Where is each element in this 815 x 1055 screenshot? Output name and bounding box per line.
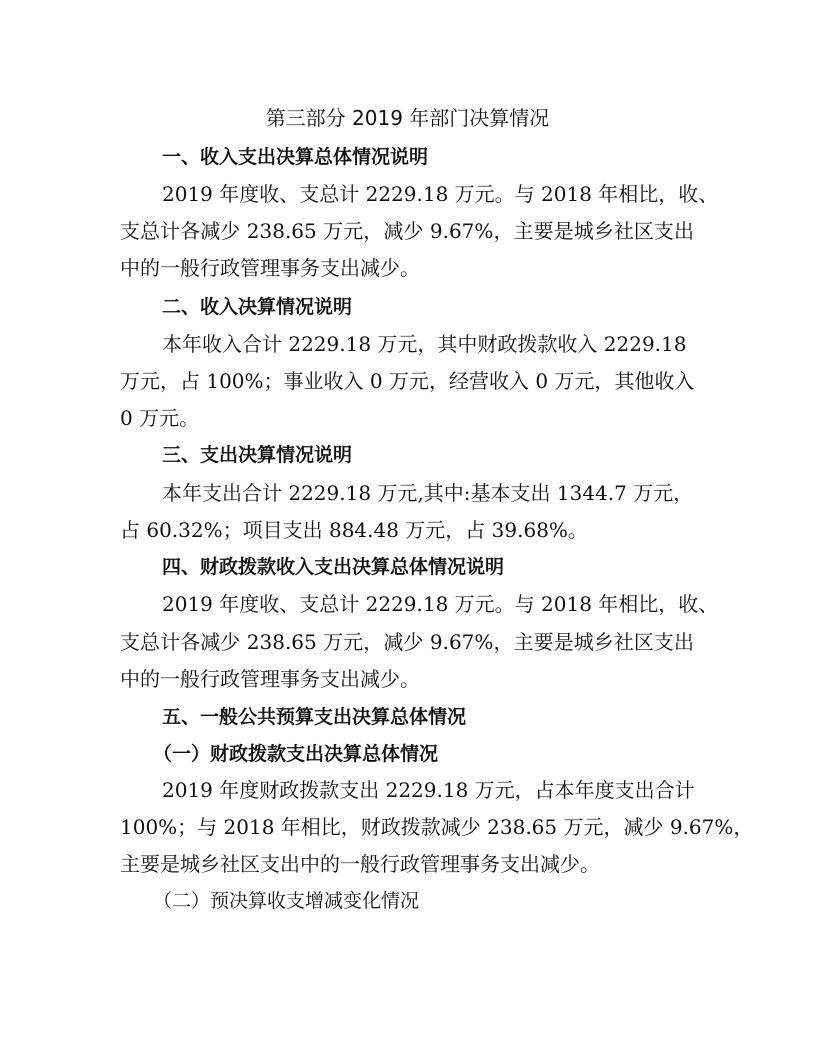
paragraph-line: 本年收入合计 2229.18 万元，其中财政拨款收入 2229.18 xyxy=(162,332,687,356)
section-heading: 一、收入支出决算总体情况说明 xyxy=(162,146,429,168)
paragraph-line: 2019 年度收、支总计 2229.18 万元。与 2018 年相比，收、 xyxy=(162,592,719,616)
paragraph-line: 中的一般行政管理事务支出减少。 xyxy=(120,256,420,280)
paragraph-line: 中的一般行政管理事务支出减少。 xyxy=(120,667,420,691)
paragraph-line: 100%；与 2018 年相比，财政拨款减少 238.65 万元，减少 9.67%， xyxy=(120,815,754,839)
section-heading: 五、一般公共预算支出决算总体情况 xyxy=(162,706,467,728)
paragraph-line: 支总计各减少 238.65 万元，减少 9.67%，主要是城乡社区支出 xyxy=(120,630,694,654)
paragraph-line: 万元，占 100%；事业收入 0 万元，经营收入 0 万元，其他收入 xyxy=(120,369,695,393)
paragraph-line: 占 60.32%；项目支出 884.48 万元，占 39.68%。 xyxy=(120,518,588,542)
paragraph-line: 2019 年度财政拨款支出 2229.18 万元，占本年度支出合计 xyxy=(162,778,695,802)
paragraph-line: 0 万元。 xyxy=(120,406,200,430)
section-heading: 三、支出决算情况说明 xyxy=(162,444,353,466)
subsection-heading: （二）预决算收支增减变化情况 xyxy=(153,890,420,912)
paragraph-line: 主要是城乡社区支出中的一般行政管理事务支出减少。 xyxy=(120,852,600,876)
subsection-heading: （一）财政拨款支出决算总体情况 xyxy=(153,743,439,765)
section-heading: 二、收入决算情况说明 xyxy=(162,296,353,318)
page-title: 第三部分 2019 年部门决算情况 xyxy=(265,106,550,130)
paragraph-line: 支总计各减少 238.65 万元，减少 9.67%，主要是城乡社区支出 xyxy=(120,219,694,243)
paragraph-line: 本年支出合计 2229.18 万元,其中:基本支出 1344.7 万元， xyxy=(162,481,694,505)
section-heading: 四、财政拨款收入支出决算总体情况说明 xyxy=(162,556,505,578)
paragraph-line: 2019 年度收、支总计 2229.18 万元。与 2018 年相比，收、 xyxy=(162,182,719,206)
